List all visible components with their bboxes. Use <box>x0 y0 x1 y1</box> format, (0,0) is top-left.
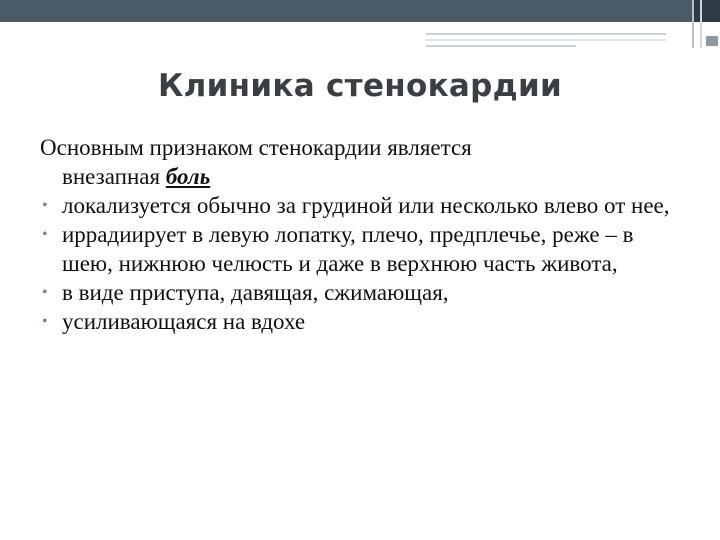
list-item-text: в виде приступа, давящая, сжимающая, <box>62 280 449 305</box>
decor-corner-block <box>706 36 718 46</box>
intro-line-1: Основным признаком стенокардии является <box>40 135 472 160</box>
intro-prefix: внезапная <box>62 164 166 189</box>
decor-line <box>426 45 576 47</box>
list-item-text: локализуется обычно за грудиной или несколько влево от нее, <box>62 193 670 218</box>
bullet-icon: • <box>42 313 48 330</box>
bullet-icon: • <box>42 284 48 301</box>
emphasized-word: боль <box>165 164 211 189</box>
decor-line <box>426 33 666 35</box>
list-item-text: усиливающаяся на вдохе <box>62 309 306 334</box>
list-item-text: иррадиирует в левую лопатку, плечо, предплечье, реже – в шею, нижнюю челюсть и даже в верхнюю часть живота, <box>62 222 634 276</box>
slide-title: Клиника стенокардии <box>157 68 563 104</box>
decor-vertical-line <box>692 0 694 48</box>
list-item <box>40 220 690 278</box>
bullet-icon: • <box>42 226 48 243</box>
decor-vertical-line <box>700 0 702 48</box>
list-item <box>40 278 690 307</box>
header-band <box>0 0 720 22</box>
intro-line-2 <box>40 162 690 191</box>
decor-line <box>426 39 666 41</box>
header-band-accent <box>692 0 720 22</box>
intro-paragraph <box>40 133 690 191</box>
bullet-icon: • <box>42 197 48 214</box>
list-item <box>40 307 690 336</box>
list-item <box>40 191 690 220</box>
bullet-list <box>40 191 690 336</box>
slide-body <box>40 133 690 336</box>
